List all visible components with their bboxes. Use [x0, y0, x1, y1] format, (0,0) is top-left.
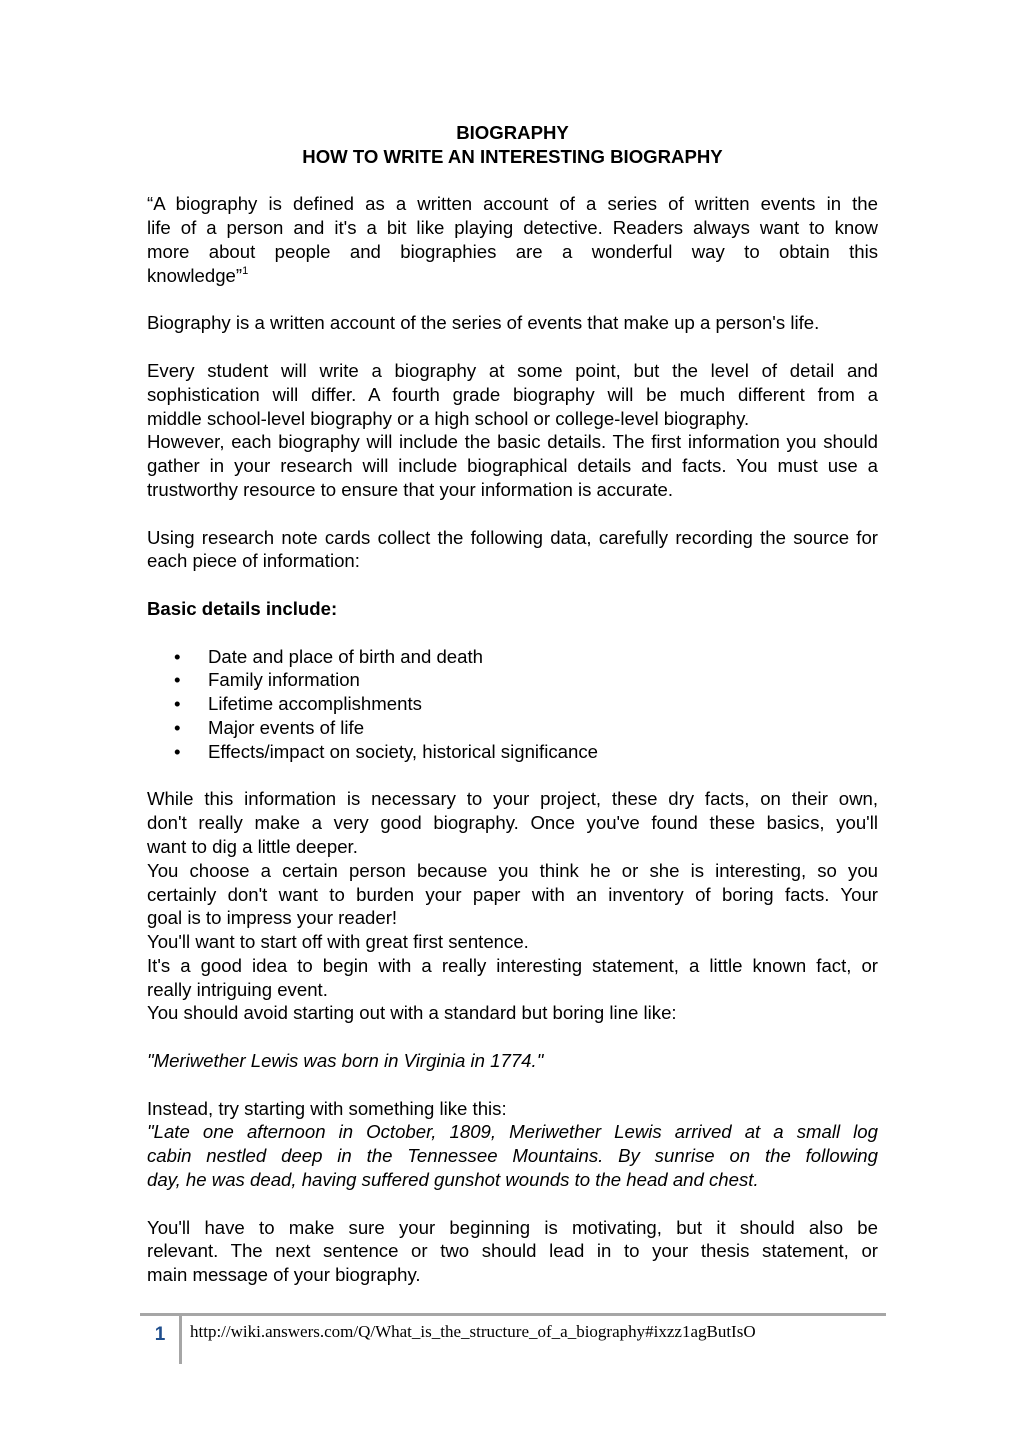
- student-biography-paragraph: [147, 359, 878, 430]
- motivating-beginning-paragraph: [147, 1216, 878, 1287]
- text-line: sophistication will differ. A fourth grade biography will be much different from a: [147, 383, 878, 405]
- text-line: main message of your biography.: [147, 1264, 421, 1286]
- text-line: certainly don't want to burden your paper with an inventory of boring facts. Your: [147, 883, 878, 905]
- boring-example-quote: "Meriwether Lewis was born in Virginia in 1774.": [147, 1050, 544, 1072]
- note-cards-paragraph: Using research note cards collect the following data, carefully recording the source for each piece of information:: [147, 526, 878, 572]
- bullet-icon: •: [174, 669, 181, 691]
- text-line: don't really make a very good biography. Once you've found these basics, you'll: [147, 812, 878, 834]
- text-line: knowledge”: [147, 264, 243, 286]
- list-item: [147, 740, 878, 764]
- list-item-text: Effects/impact on society, historical significance: [208, 740, 598, 762]
- text-line: “A biography is defined as a written account of a series of written events in the: [147, 193, 878, 215]
- list-item-text: Major events of life: [208, 716, 365, 738]
- bullet-icon: •: [174, 693, 181, 715]
- footer-rule: [140, 1313, 886, 1316]
- text-line: life of a person and it's a bit like playing detective. Readers always want to know: [147, 217, 878, 239]
- bullet-icon: •: [174, 645, 181, 667]
- page-number: 1: [154, 1324, 166, 1345]
- page-body: [147, 121, 878, 1287]
- text-line: While this information is necessary to your project, these dry facts, on their own,: [147, 788, 878, 810]
- interesting-person-paragraph: [147, 859, 878, 930]
- avoid-boring-line: You should avoid starting out with a standard but boring line like:: [147, 1002, 677, 1024]
- first-sentence-line: You'll want to start off with great first sentence.: [147, 931, 529, 953]
- basic-details-list: [147, 645, 878, 764]
- basic-details-heading: Basic details include:: [147, 597, 338, 619]
- text-line: want to dig a little deeper.: [147, 835, 358, 857]
- list-item-text: Family information: [208, 669, 360, 691]
- footnote-link[interactable]: http://wiki.answers.com/Q/What_is_the_structure_of_a_biography#ixzz1agButIsO: [190, 1322, 756, 1341]
- document-title: BIOGRAPHY: [456, 122, 569, 143]
- interesting-statement-paragraph: [147, 954, 878, 1002]
- text-line: really intriguing event.: [147, 978, 328, 1000]
- biography-definition-paragraph: Biography is a written account of the series of events that make up a person's life.: [147, 312, 820, 334]
- list-item-text: Lifetime accomplishments: [208, 693, 422, 715]
- text-line: Every student will write a biography at some point, but the level of detail and: [147, 359, 878, 381]
- list-item-text: Date and place of birth and death: [208, 645, 483, 667]
- bullet-icon: •: [174, 716, 181, 738]
- footer-divider: [179, 1316, 182, 1364]
- interesting-example-quote: [147, 1120, 878, 1191]
- definition-quote-paragraph: [147, 192, 878, 287]
- footnote-reference: 1: [242, 264, 249, 277]
- text-line: relevant. The next sentence or two should lead in to your thesis statement, or: [147, 1240, 878, 1262]
- text-line: middle school-level biography or a high school or college-level biography.: [147, 407, 750, 429]
- bullet-icon: •: [174, 740, 181, 762]
- instead-line: Instead, try starting with something like this:: [147, 1097, 507, 1119]
- text-line: day, he was dead, having suffered gunshot wounds to the head and chest.: [147, 1169, 759, 1191]
- text-line: You'll have to make sure your beginning is motivating, but it should also be: [147, 1216, 878, 1238]
- text-line: goal is to impress your reader!: [147, 907, 398, 929]
- text-line: more about people and biographies are a wonderful way to obtain this: [147, 240, 878, 262]
- list-item: [147, 716, 878, 740]
- text-line: cabin nestled deep in the Tennessee Mountains. By sunrise on the following: [147, 1145, 878, 1167]
- document-subtitle: HOW TO WRITE AN INTERESTING BIOGRAPHY: [302, 145, 723, 167]
- list-item: [147, 692, 878, 716]
- text-line: "Late one afternoon in October, 1809, Meriwether Lewis arrived at a small log: [147, 1121, 878, 1143]
- dry-facts-paragraph: [147, 787, 878, 858]
- list-item: [147, 645, 878, 669]
- list-item: [147, 668, 878, 692]
- text-line: You choose a certain person because you think he or she is interesting, so you: [147, 859, 878, 881]
- basic-details-intro-paragraph: However, each biography will include the basic details. The first information you should gather in your research will include biographical details and facts. You must use a trustworthy resource to ensure that your information is accurate.: [147, 431, 878, 500]
- text-line: It's a good idea to begin with a really interesting statement, a little known fact, or: [147, 954, 878, 976]
